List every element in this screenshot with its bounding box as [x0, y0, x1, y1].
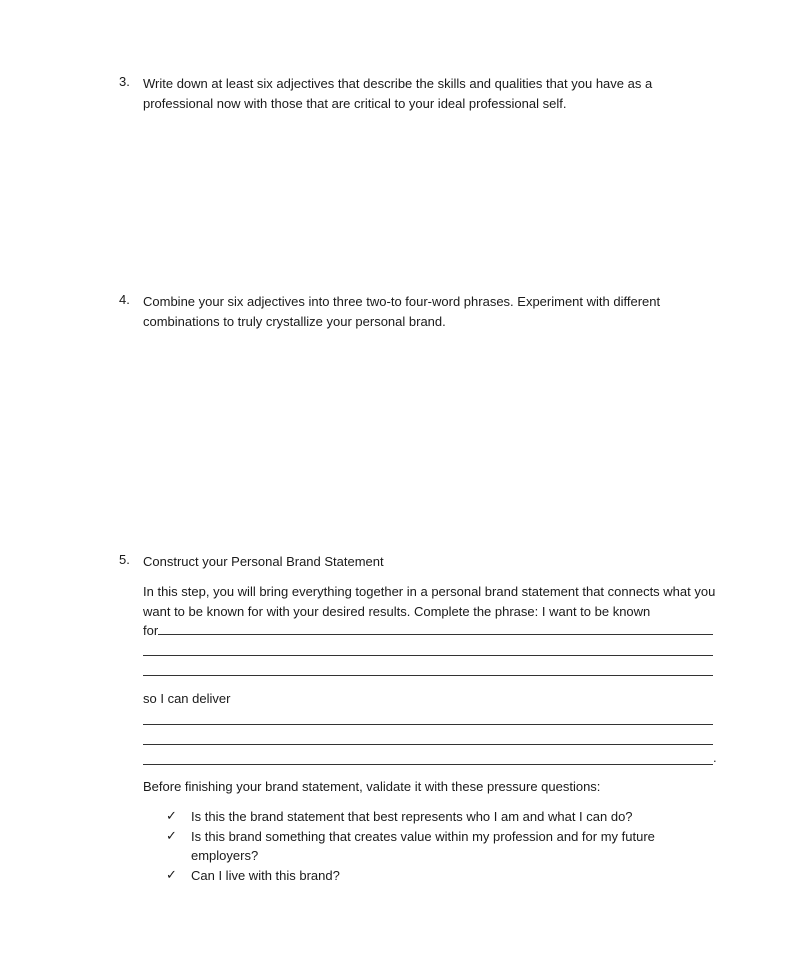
answer-line[interactable] — [143, 675, 713, 676]
checkmark-icon: ✓ — [166, 867, 177, 883]
question-list — [166, 807, 706, 885]
intro-text: In this step, you will bring everything together in a personal brand statement that connects what you want to be known for with your desired results. Complete the phrase: I want to be known — [143, 584, 716, 619]
question-text: Is this the brand statement that best represents who I am and what I can do? — [191, 809, 633, 824]
validate-text: Before finishing your brand statement, validate it with these pressure questions: — [143, 779, 601, 794]
question-item — [166, 866, 706, 886]
item-text: Write down at least six adjectives that describe the skills and qualities that you have as a professional now with those that are critical to your ideal professional self. — [143, 76, 653, 111]
answer-line[interactable] — [143, 744, 713, 745]
item-text: Combine your six adjectives into three two-to four-word phrases. Experiment with different combinations to truly crystallize your personal brand. — [143, 294, 661, 329]
step5-intro — [143, 582, 723, 641]
item-number: 5. — [119, 552, 130, 567]
item-heading: Construct your Personal Brand Statement — [143, 554, 384, 569]
checkmark-icon: ✓ — [166, 809, 177, 824]
period: . — [713, 750, 717, 765]
answer-line[interactable] — [143, 655, 713, 656]
question-item — [166, 807, 706, 827]
item-number: 3. — [119, 74, 130, 89]
answer-line[interactable] — [143, 724, 713, 725]
question-text: Can I live with this brand? — [191, 867, 340, 883]
question-text: Is this brand something that creates value within my profession and for my future employers? — [191, 828, 655, 863]
answer-line-for[interactable] — [158, 634, 713, 635]
checkmark-icon: ✓ — [166, 828, 177, 844]
for-label: for — [143, 623, 159, 638]
so-label: so I can deliver — [143, 691, 231, 706]
answer-line[interactable] — [143, 764, 713, 765]
question-item — [166, 827, 706, 866]
item-number: 4. — [119, 292, 130, 307]
